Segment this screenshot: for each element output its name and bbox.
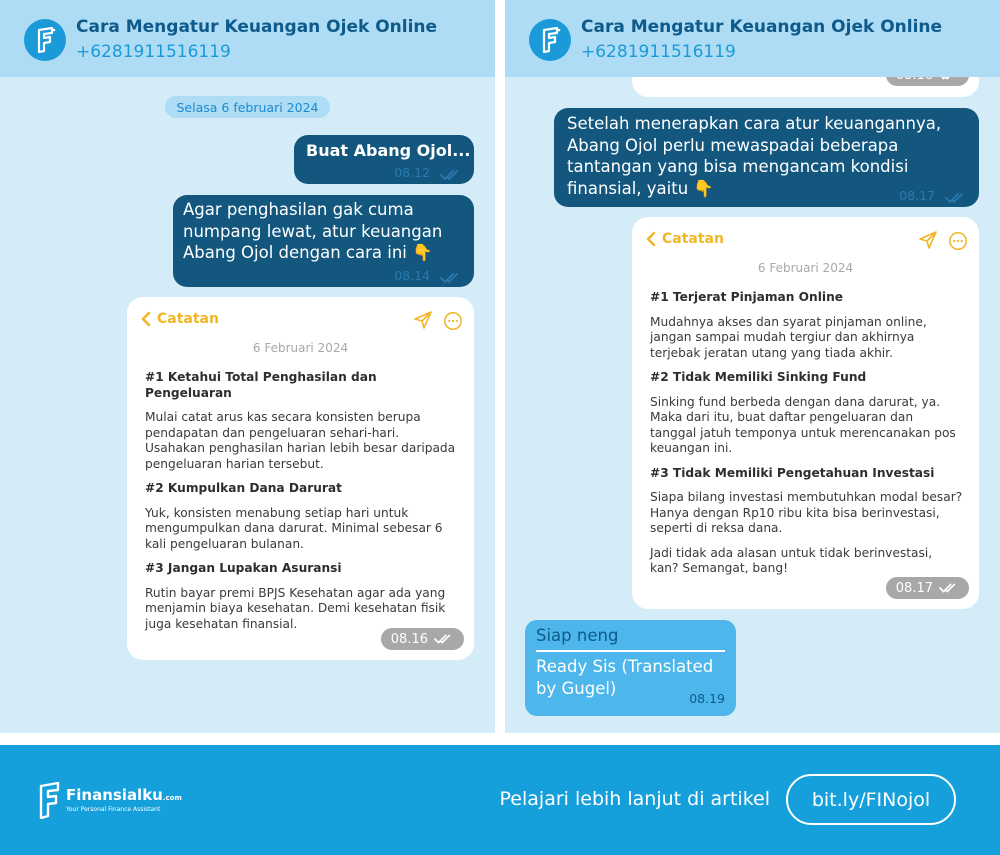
message-time: 08.12	[394, 165, 430, 180]
note-paragraph: Yuk, konsisten menabung setiap hari untuk mengumpulkan dana darurat. Minimal sebesar 6 kali pengeluaran bulanan.	[145, 505, 443, 551]
footer-cta-text: Pelajari lebih lanjut di artikel	[499, 788, 770, 810]
message-bubble[interactable]	[294, 135, 474, 184]
note-heading: #1 Terjerat Pinjaman Online	[650, 290, 844, 304]
logo-text	[66, 787, 182, 814]
note-heading: #3 Tidak Memiliki Pengetahuan Investasi	[650, 465, 935, 480]
chat-panel-right	[505, 0, 1000, 733]
note-back-label: Catatan	[157, 311, 219, 327]
note-heading: #1 Ketahui Total Penghasilan dan Pengeluaran	[145, 370, 377, 400]
logo-tagline: Your Personal Finance Assistant	[66, 805, 161, 813]
note-time: 08.16	[390, 631, 428, 647]
article-link-button[interactable]: bit.ly/FINojol	[786, 774, 956, 825]
double-check-icon	[440, 272, 462, 284]
chat-header[interactable]	[505, 0, 1000, 77]
note-paragraph: Jadi tidak ada alasan untuk tidak berinvestasi, kan? Semangat, bang!	[650, 545, 933, 575]
note-body	[145, 370, 458, 641]
chat-header[interactable]	[0, 0, 495, 77]
note-paragraph: Mudahnya akses dan syarat pinjaman online, jangan sampai mudah tergiur dan akhirnya terjebak jeratan utang yang tiada akhir.	[650, 314, 927, 360]
send-icon[interactable]	[918, 230, 938, 250]
note-date: 6 Februari 2024	[252, 341, 349, 355]
finansialku-logo-icon[interactable]	[529, 19, 571, 61]
note-body	[650, 290, 963, 586]
chevron-left-icon	[141, 311, 151, 327]
note-back-button[interactable]	[141, 311, 219, 327]
chat-panel-left	[0, 0, 495, 733]
footer-banner	[0, 745, 1000, 855]
chat-phone: +6281911516119	[581, 42, 736, 62]
double-check-icon	[434, 633, 454, 645]
note-heading: #2 Tidak Memiliki Sinking Fund	[650, 370, 867, 384]
note-card[interactable]	[632, 217, 979, 609]
send-icon[interactable]	[413, 310, 433, 330]
note-card[interactable]	[127, 297, 474, 660]
more-options-icon[interactable]	[443, 311, 463, 331]
more-options-icon[interactable]	[948, 231, 968, 251]
finansialku-logo[interactable]	[38, 781, 182, 819]
note-date: 6 Februari 2024	[757, 261, 854, 275]
note-back-label: Catatan	[662, 231, 724, 247]
message-bubble[interactable]	[554, 108, 979, 207]
note-heading: #3 Jangan Lupakan Asuransi	[145, 561, 342, 575]
chat-phone: +6281911516119	[76, 42, 231, 62]
date-separator: Selasa 6 februari 2024	[165, 96, 330, 118]
message-text: Agar penghasilan gak cuma numpang lewat, atur keuangan Abang Ojol dengan cara ini 👇	[183, 200, 443, 262]
chat-title: Cara Mengatur Keuangan Ojek Online	[76, 17, 438, 37]
logo-name: Finansialku	[66, 785, 163, 804]
message-text: Setelah menerapkan cara atur keuangannya, Abang Ojol perlu mewaspadai beberapa tantangan yang bisa mengancam kondisi finansial, yaitu 👇	[567, 114, 942, 198]
note-paragraph: Siapa bilang investasi membutuhkan modal besar? Hanya dengan Rp10 ribu kita bisa berinvestasi, seperti di reksa dana.	[650, 490, 963, 535]
reply-quote: Siap neng	[536, 626, 619, 645]
finansialku-logo-icon	[38, 781, 62, 819]
note-heading: #2 Kumpulkan Dana Darurat	[145, 481, 342, 495]
double-check-icon	[440, 169, 462, 181]
note-back-button[interactable]	[646, 231, 724, 247]
note-time: 08.17	[895, 580, 933, 596]
note-paragraph: Mulai catat arus kas secara konsisten berupa pendapatan dan pengeluaran sehari-hari. Usahakan penghasilan harian lebih besar daripada pengeluaran harian tersebut.	[145, 410, 456, 471]
chat-title: Cara Mengatur Keuangan Ojek Online	[581, 17, 943, 37]
reply-text: Ready Sis (Translated by Gugel)	[536, 657, 714, 698]
logo-suffix: .com	[162, 793, 182, 802]
finansialku-logo-icon[interactable]	[24, 19, 66, 61]
message-text: Buat Abang Ojol...	[306, 141, 471, 160]
message-time: 08.14	[394, 268, 430, 283]
incoming-reply-bubble[interactable]	[525, 620, 736, 716]
note-timestamp	[381, 628, 464, 650]
divider	[536, 650, 725, 652]
chevron-left-icon	[646, 231, 656, 247]
double-check-icon	[939, 582, 959, 594]
message-bubble[interactable]	[173, 195, 474, 287]
note-timestamp	[886, 577, 969, 599]
note-paragraph: Rutin bayar premi BPJS Kesehatan agar ada yang menjamin biaya kesehatan. Demi kesehatan fisik juga kesehatan finansial.	[145, 585, 446, 631]
double-check-icon	[945, 192, 967, 204]
message-time: 08.19	[689, 691, 725, 706]
note-paragraph: Sinking fund berbeda dengan dana darurat, ya. Maka dari itu, buat daftar pengeluaran dan tanggal jatuh temponya untuk merencanakan pos keuangan ini.	[650, 394, 956, 455]
message-time: 08.17	[899, 188, 935, 203]
